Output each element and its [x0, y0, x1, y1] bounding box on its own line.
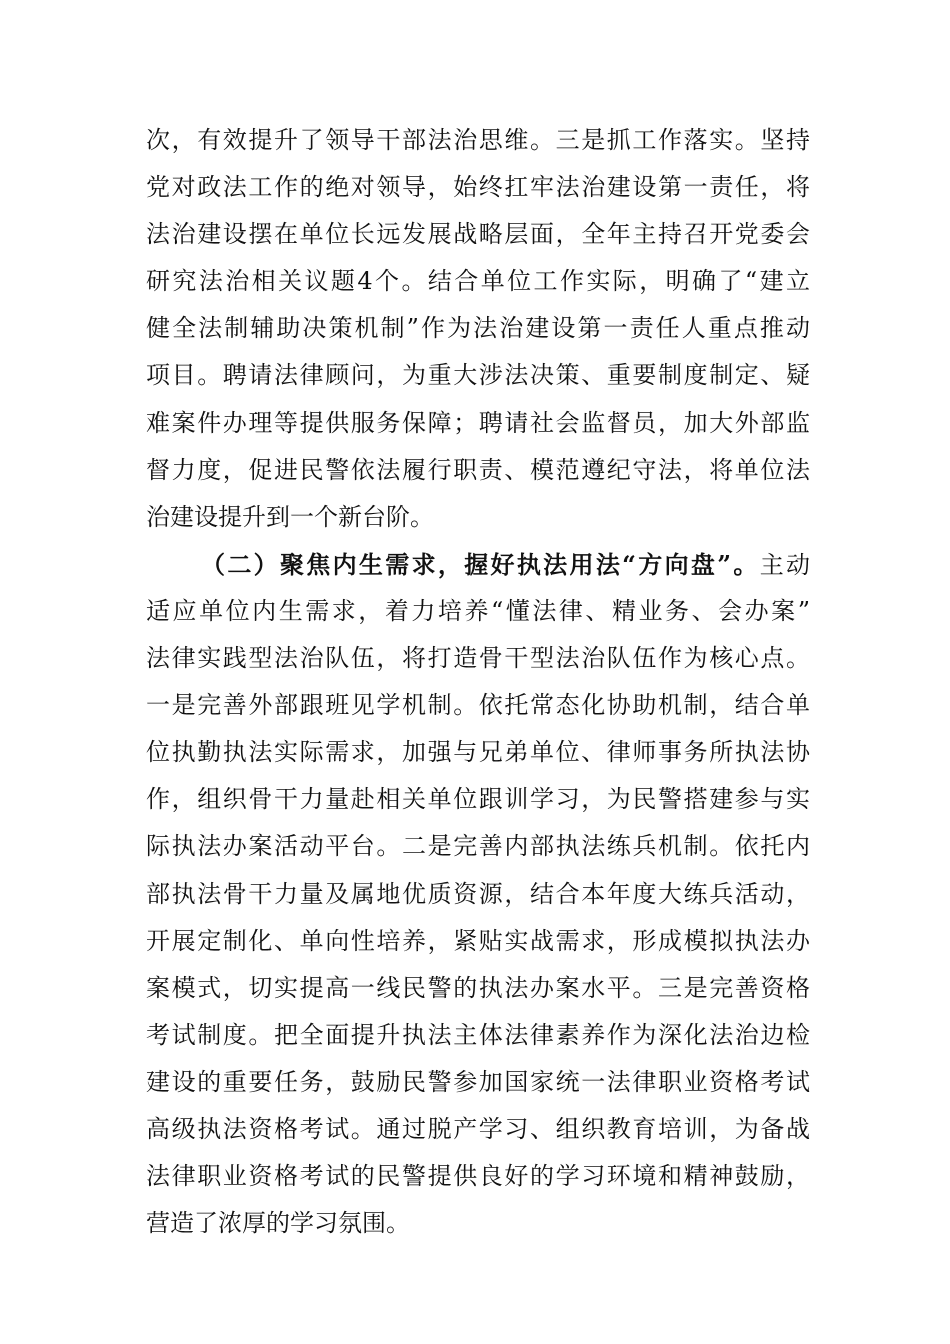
text-line: 考试制度。把全面提升执法主体法律素养作为深化法治边检	[146, 1020, 810, 1049]
text-line: 次，有效提升了领导干部法治思维。三是抓工作落实。坚持	[146, 126, 810, 154]
text-line: 研究法治相关议题4个。结合单位工作实际，明确了“建立	[146, 267, 810, 296]
text-line: 难案件办理等提供服务保障；聘请社会监督员，加大外部监	[146, 408, 810, 437]
text-line: 党对政法工作的绝对领导，始终扛牢法治建设第一责任，将	[146, 173, 810, 202]
text-line: 一是完善外部跟班见学机制。依托常态化协助机制，结合单	[146, 691, 810, 720]
text-line: 法治建设摆在单位长远发展战略层面，全年主持召开党委会	[146, 220, 810, 249]
paragraph-2	[146, 541, 810, 1247]
text-line: 法律实践型法治队伍，将打造骨干型法治队伍作为核心点。	[146, 644, 810, 673]
text-line: 营造了浓厚的学习氛围。	[146, 1209, 410, 1238]
text-line: 法律职业资格考试的民警提供良好的学习环境和精神鼓励，	[146, 1162, 810, 1191]
document-body	[146, 117, 810, 1247]
text-line: 项目。聘请法律顾问，为重大涉法决策、重要制度制定、疑	[146, 361, 810, 390]
text-line: 位执勤执法实际需求，加强与兄弟单位、律师事务所执法协	[146, 738, 810, 767]
paragraph-1	[146, 117, 810, 541]
text-line: 开展定制化、单向性培养，紧贴实战需求，形成模拟执法办	[146, 926, 810, 955]
text-line: 适应单位内生需求，着力培养“懂法律、精业务、会办案”	[146, 596, 810, 625]
text-line: 高级执法资格考试。通过脱产学习、组织教育培训，为备战	[146, 1114, 810, 1143]
paragraph-2-first-line	[146, 541, 810, 588]
section-heading: （二）聚焦内生需求，握好执法用法“方向盘”。	[201, 549, 760, 579]
text-line: 治建设提升到一个新台阶。	[146, 502, 434, 531]
text-line: 际执法办案活动平台。二是完善内部执法练兵机制。依托内	[146, 832, 810, 861]
text-line: 部执法骨干力量及属地优质资源，结合本年度大练兵活动，	[146, 879, 810, 908]
text-line: 案模式，切实提高一线民警的执法办案水平。三是完善资格	[146, 973, 810, 1002]
text-line: 作，组织骨干力量赴相关单位跟训学习，为民警搭建参与实	[146, 785, 810, 814]
text-line: 健全法制辅助决策机制”作为法治建设第一责任人重点推动	[146, 314, 810, 343]
text-run: 主动	[759, 550, 811, 579]
text-line: 督力度，促进民警依法履行职责、模范遵纪守法，将单位法	[146, 455, 810, 484]
text-line: 建设的重要任务，鼓励民警参加国家统一法律职业资格考试	[146, 1067, 810, 1096]
